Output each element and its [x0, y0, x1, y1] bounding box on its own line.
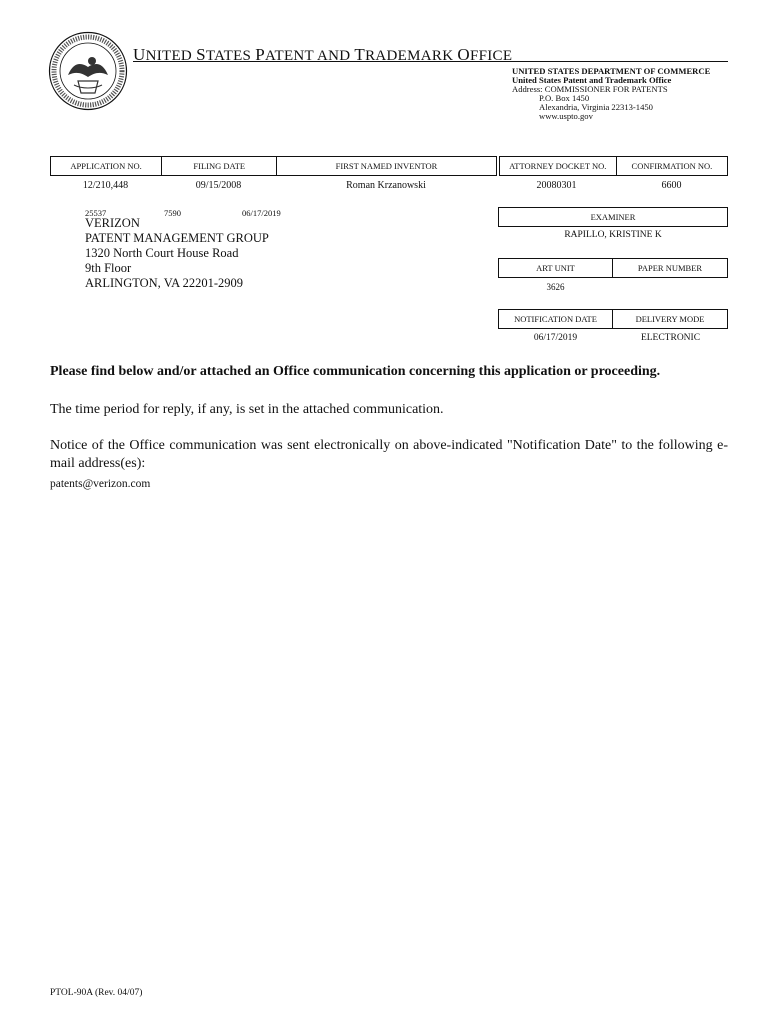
office-title: UNITED STATES PATENT AND TRADEMARK OFFICE	[133, 45, 513, 64]
delivery-mode: ELECTRONIC	[640, 333, 701, 343]
website-link[interactable]: www.uspto.gov	[539, 111, 593, 121]
header-filing-date: FILING DATE	[161, 156, 276, 176]
reply-period-text: The time period for reply, if any, is set in the attached communication.	[50, 402, 444, 417]
attorney-docket-no: 20080301	[536, 180, 577, 191]
header-application-no: APPLICATION NO.	[50, 156, 161, 176]
header-first-named-inventor: FIRST NAMED INVENTOR	[276, 156, 496, 176]
address-line: Address: COMMISSIONER FOR PATENTS	[512, 84, 668, 94]
address-line: PATENT MANAGEMENT GROUP	[85, 231, 269, 245]
communication-heading: Please find below and/or attached an Office communication concerning this application or proceeding.	[50, 364, 661, 379]
correspondence-date: 06/17/2019	[242, 208, 281, 218]
examiner-label: EXAMINER	[498, 207, 728, 227]
agency-name: United States Patent and Trademark Office	[512, 75, 672, 85]
correspondence-code: 7590	[164, 208, 181, 218]
email-address[interactable]: patents@verizon.com	[50, 478, 151, 490]
art-unit-label: ART UNIT	[498, 258, 613, 278]
notification-header	[498, 309, 728, 329]
department-name: UNITED STATES DEPARTMENT OF COMMERCE	[512, 66, 711, 76]
address-line: Alexandria, Virginia 22313-1450	[539, 102, 653, 112]
filing-date: 09/15/2008	[195, 180, 242, 191]
art-unit-header	[498, 258, 728, 278]
header-rule	[133, 61, 728, 62]
notice-text: Notice of the Office communication was sent electronically on above-indicated "Notification Date" to the following e-mail address(es):	[50, 438, 728, 471]
uspto-seal-icon	[48, 31, 128, 111]
paper-number-label: PAPER NUMBER	[613, 258, 728, 278]
first-named-inventor: Roman Krzanowski	[346, 180, 426, 191]
application-no: 12/210,448	[82, 180, 129, 191]
header-attorney-docket-no: ATTORNEY DOCKET NO.	[499, 156, 616, 176]
correspondence-address	[85, 216, 269, 291]
addressee-name: VERIZON	[85, 216, 140, 230]
examiner-name: RAPILLO, KRISTINE K	[564, 230, 662, 240]
application-table-header	[50, 156, 728, 176]
address-line: ARLINGTON, VA 22201-2909	[85, 276, 243, 290]
notification-date: 06/17/2019	[533, 333, 578, 343]
address-line: 1320 North Court House Road	[85, 246, 239, 260]
confirmation-no: 6600	[661, 180, 682, 191]
address-line: P.O. Box 1450	[539, 93, 590, 103]
address-line: 9th Floor	[85, 261, 132, 275]
form-id: PTOL-90A (Rev. 04/07)	[50, 988, 143, 998]
art-unit: 3626	[546, 282, 565, 292]
notification-date-label: NOTIFICATION DATE	[498, 309, 613, 329]
delivery-mode-label: DELIVERY MODE	[613, 309, 728, 329]
header-confirmation-no: CONFIRMATION NO.	[616, 156, 728, 176]
department-address-block	[512, 67, 710, 121]
customer-number: 25537	[85, 208, 107, 218]
